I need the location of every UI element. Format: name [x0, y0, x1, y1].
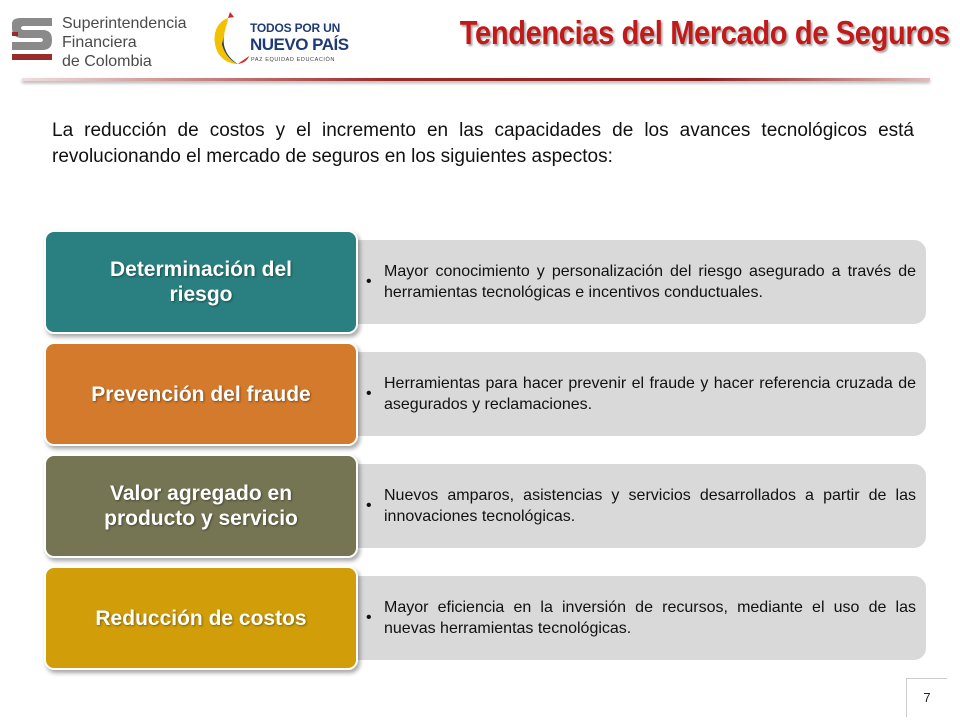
aspect-row — [44, 454, 926, 558]
aspect-row — [44, 342, 926, 446]
aspect-row — [44, 566, 926, 670]
sfc-name-line: Financiera — [62, 34, 137, 51]
bullet-icon: • — [366, 273, 372, 290]
sfc-emblem-icon — [8, 16, 54, 62]
bullet-icon: • — [366, 497, 372, 514]
gov-emblem-icon — [208, 8, 250, 70]
aspect-label-box — [44, 566, 358, 670]
aspect-row — [44, 230, 926, 334]
aspect-description: Mayor conocimiento y personalización del riesgo asegurado a través de herramientas tecnológicas e incentivos conductuales. — [384, 263, 916, 301]
aspect-description-box — [344, 240, 926, 324]
aspect-description: Nuevos amparos, asistencias y servicios desarrollados a partir de las innovaciones tecnológicas. — [384, 487, 916, 525]
aspect-label: Determinación del riesgo — [109, 258, 293, 306]
gov-slogan-line: NUEVO PAÍS — [250, 35, 349, 54]
aspect-label: Prevención del fraude — [91, 382, 311, 406]
sfc-logo — [8, 10, 187, 70]
aspect-description: Mayor eficiencia en la inversión de recursos, mediante el uso de las nuevas herramientas tecnológicas. — [384, 599, 916, 637]
aspect-description-box — [344, 352, 926, 436]
gov-slogan-line: TODOS POR UN — [250, 21, 341, 35]
page-number: 7 — [906, 678, 947, 717]
aspect-label-box — [44, 454, 358, 558]
sfc-name-line: Superintendencia — [62, 15, 187, 32]
gov-logo — [208, 8, 348, 70]
aspect-description-box — [344, 464, 926, 548]
page-title: Tendencias del Mercado de Seguros — [460, 14, 950, 51]
aspect-description: Herramientas para hacer prevenir el fraude y hacer referencia cruzada de asegurados y reclamaciones. — [384, 375, 916, 413]
aspect-label: Reducción de costos — [95, 606, 307, 630]
aspect-label-box — [44, 342, 358, 446]
aspect-label-box — [44, 230, 358, 334]
bullet-icon: • — [366, 385, 372, 402]
aspect-label: Valor agregado en producto y servicio — [104, 482, 298, 530]
sfc-name — [62, 14, 187, 71]
header-divider — [22, 78, 930, 81]
bullet-icon: • — [366, 609, 372, 626]
gov-slogan-tagline: PAZ EQUIDAD EDUCACIÓN — [251, 57, 336, 63]
sfc-name-line: de Colombia — [62, 53, 152, 70]
aspect-description-box — [344, 576, 926, 660]
intro-paragraph: La reducción de costos y el incremento en las capacidades de los avances tecnológicos está revolucionando el mercado de seguros en los siguientes aspectos: — [52, 120, 914, 167]
